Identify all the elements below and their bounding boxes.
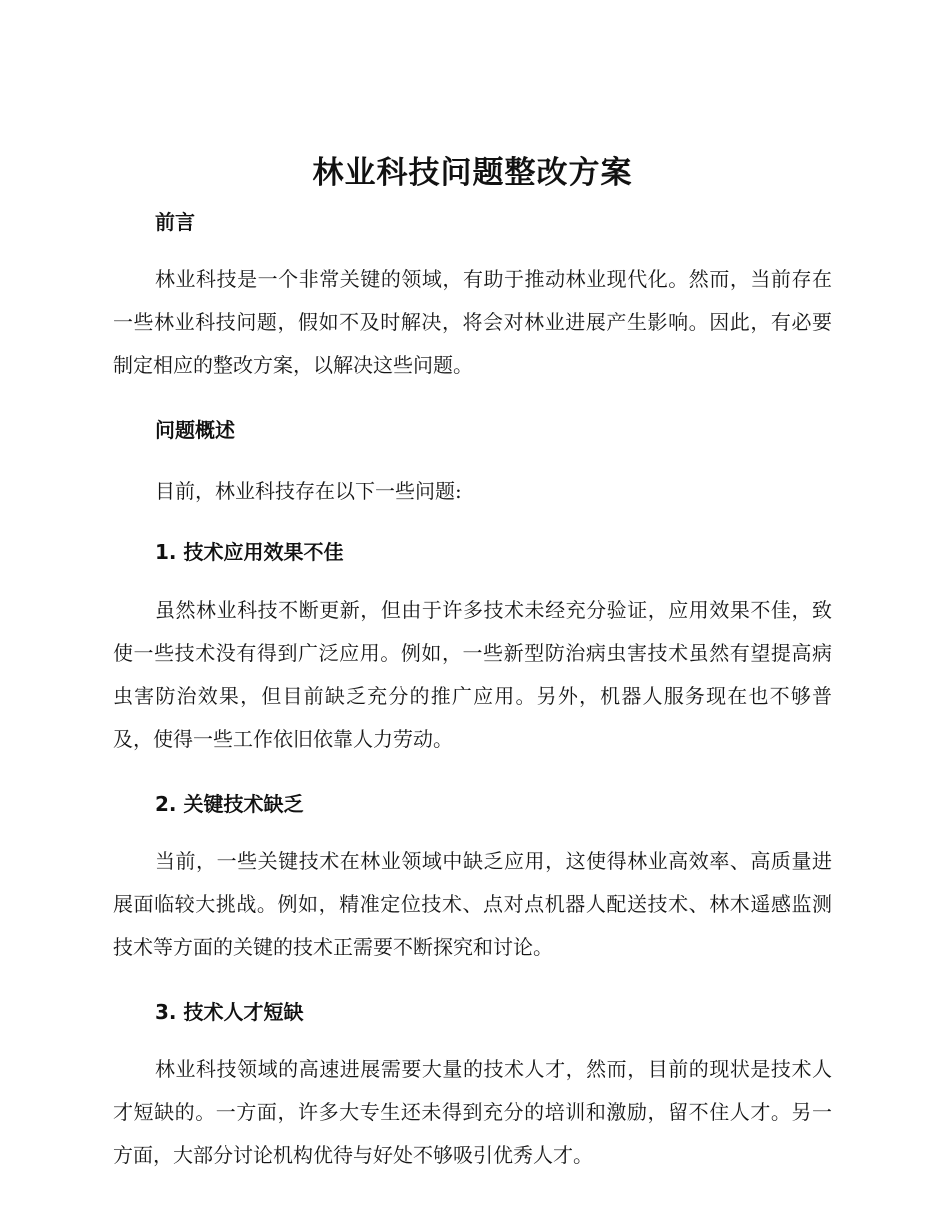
issue-3-paragraph: 林业科技领域的高速进展需要大量的技术人才，然而，目前的现状是技术人才短缺的。一方面，许多大专生还未得到充分的培训和激励，留不住人才。另一方面，大部分讨论机构优待与好处不够吸引优秀人才。 [113, 1057, 832, 1167]
issue-1-paragraph: 虽然林业科技不断更新，但由于许多技术未经充分验证，应用效果不佳，致使一些技术没有得到广泛应用。例如，一些新型防治病虫害技术虽然有望提高病虫害防治效果，但目前缺乏充分的推广应用。另外，机器人服务现在也不够普及，使得一些工作依旧依靠人力劳动。 [113, 598, 832, 751]
section-heading-issue-2: 2. 关键技术缺乏 [155, 792, 304, 816]
section-heading-preface: 前言 [155, 210, 195, 234]
preface-paragraph: 林业科技是一个非常关键的领域，有助于推动林业现代化。然而，当前存在一些林业科技问题，假如不及时解决，将会对林业进展产生影响。因此，有必要制定相应的整改方案，以解决这些问题。 [113, 267, 832, 377]
section-heading-overview: 问题概述 [155, 418, 235, 442]
document-title: 林业科技问题整改方案 [312, 155, 633, 191]
section-heading-issue-1: 1. 技术应用效果不佳 [155, 540, 344, 564]
issue-2-paragraph: 当前，一些关键技术在林业领域中缺乏应用，这使得林业高效率、高质量进展面临较大挑战。例如，精准定位技术、点对点机器人配送技术、林木遥感监测技术等方面的关键的技术正需要不断探究和讨论。 [113, 849, 832, 959]
section-heading-issue-3: 3. 技术人才短缺 [155, 1000, 304, 1024]
overview-intro: 目前，林业科技存在以下一些问题: [155, 479, 462, 503]
